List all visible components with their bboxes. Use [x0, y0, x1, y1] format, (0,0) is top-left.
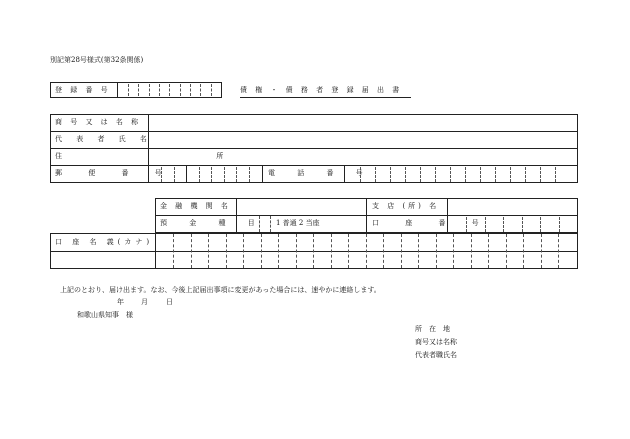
postal-code-label: 郵 便 番 号	[55, 169, 174, 177]
notice-text: 上記のとおり、届け出ます。なお、今後上記届出事項に変更があった場合には、速やかに連絡します。	[60, 286, 381, 294]
address-label: 住 所	[55, 152, 300, 160]
institution-label: 金 融 機 関 名	[160, 202, 231, 210]
form-title: 債 権 ・ 債 務 者 登 録 届 出 書	[240, 86, 403, 94]
registration-number-label: 登 録 番 号	[55, 86, 111, 94]
signature-trade-name-label: 商号又は名称	[415, 338, 457, 346]
branch-field[interactable]	[448, 199, 577, 214]
representative-label: 代 表 者 氏 名	[55, 135, 153, 143]
account-number-label: 口 座 番 号	[372, 219, 491, 227]
date-month: 月	[141, 298, 148, 306]
address-field[interactable]	[149, 149, 577, 164]
addressee: 和歌山県知事 様	[77, 311, 133, 319]
representative-field[interactable]	[149, 132, 577, 147]
deposit-type-label: 預 金 種 目	[160, 219, 265, 227]
signature-location-label: 所 在 地	[415, 325, 450, 333]
signature-representative-label: 代表者職氏名	[415, 351, 457, 359]
deposit-options[interactable]: 1 普通 2 当座	[276, 219, 320, 227]
phone-label: 電 話 番 号	[268, 169, 373, 177]
date-year: 年	[117, 298, 124, 306]
phone-field[interactable]	[345, 166, 577, 182]
institution-field[interactable]	[237, 199, 365, 214]
trade-name-field[interactable]	[149, 115, 577, 130]
form-id: 別記第28号様式(第32条関係)	[50, 56, 144, 64]
account-holder-label: 口 座 名 義(カナ)	[55, 238, 154, 246]
trade-name-label: 商 号 又 は 名 称	[55, 118, 142, 126]
account-number-field[interactable]	[448, 216, 577, 232]
date-day: 日	[166, 298, 173, 306]
branch-label: 支 店 (所) 名	[372, 202, 440, 210]
postal-code-field[interactable]	[149, 166, 261, 182]
